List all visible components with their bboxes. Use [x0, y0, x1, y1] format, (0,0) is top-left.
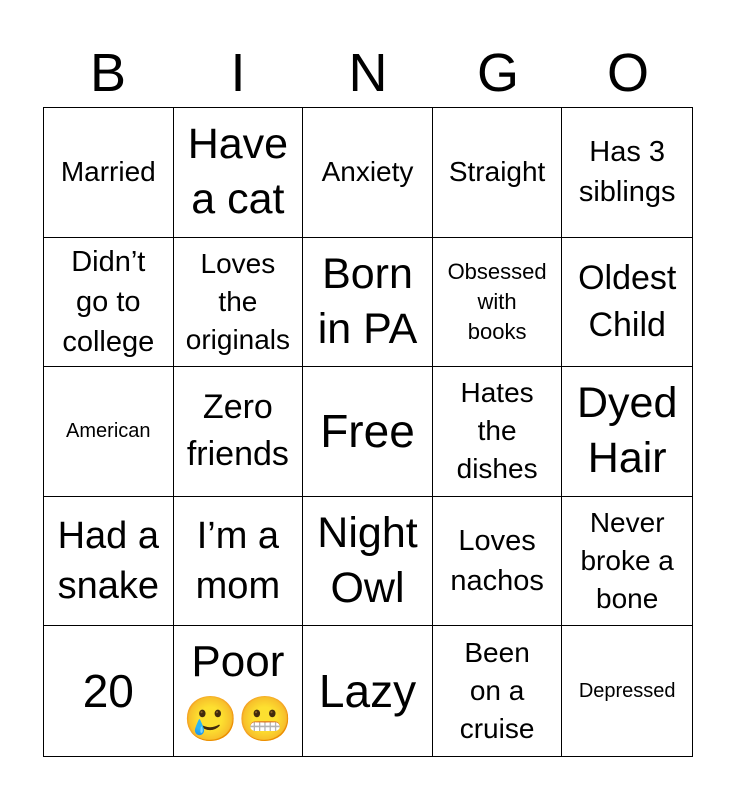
- bingo-cell[interactable]: [303, 626, 433, 756]
- bingo-cell[interactable]: [303, 238, 433, 368]
- bingo-cell[interactable]: [174, 108, 304, 238]
- bingo-cell[interactable]: [562, 108, 692, 238]
- cell-label: Straight: [448, 156, 546, 188]
- bingo-cell[interactable]: [433, 108, 563, 238]
- cell-label: Depressed: [578, 680, 676, 703]
- bingo-cell[interactable]: [44, 626, 174, 756]
- cell-label: Loves the originals: [185, 247, 291, 355]
- header-letter-i: I: [230, 43, 246, 103]
- cell-label: Has 3 siblings: [578, 136, 676, 209]
- cell-label: Have a cat: [187, 120, 289, 224]
- header-letter-b: B: [89, 43, 127, 103]
- cell-label: Born in PA: [317, 249, 418, 353]
- bingo-cell[interactable]: [174, 238, 304, 368]
- cell-label: Loves nachos: [450, 525, 544, 598]
- cell-label: Hates the dishes: [456, 377, 538, 485]
- bingo-cell[interactable]: [562, 497, 692, 627]
- cell-label: Obsessed with books: [447, 258, 547, 344]
- bingo-cell[interactable]: [303, 497, 433, 627]
- header-letter-g: G: [476, 43, 519, 103]
- bingo-cell[interactable]: [433, 626, 563, 756]
- bingo-cell[interactable]: [44, 238, 174, 368]
- free-space-cell[interactable]: [303, 367, 433, 497]
- cell-label: American: [66, 420, 151, 443]
- cell-label: Oldest Child: [578, 258, 677, 344]
- cell-label: Lazy: [318, 665, 417, 718]
- free-space-label: Free: [320, 405, 415, 458]
- cell-label: Married: [60, 156, 156, 188]
- bingo-cell[interactable]: [562, 367, 692, 497]
- bingo-header: [43, 40, 693, 106]
- cell-label: Zero friends: [186, 388, 289, 474]
- bingo-cell[interactable]: [303, 108, 433, 238]
- cell-label: 20: [82, 665, 134, 718]
- bingo-cell[interactable]: [44, 367, 174, 497]
- cell-label: Been on a cruise: [459, 637, 535, 745]
- bingo-cell[interactable]: [44, 108, 174, 238]
- header-letter-n: N: [348, 43, 388, 103]
- cell-label: I’m a mom: [195, 515, 281, 608]
- bingo-cell[interactable]: [433, 238, 563, 368]
- bingo-cell[interactable]: [44, 497, 174, 627]
- bingo-cell[interactable]: [174, 367, 304, 497]
- bingo-board: [43, 107, 693, 757]
- cell-label: Dyed Hair: [577, 379, 678, 483]
- header-letter-o: O: [606, 43, 649, 103]
- bingo-cell[interactable]: [562, 238, 692, 368]
- bingo-cell[interactable]: [433, 367, 563, 497]
- cell-label: Night Owl: [317, 509, 418, 613]
- bingo-cell[interactable]: [174, 497, 304, 627]
- cell-label: Had a snake: [57, 515, 159, 608]
- bingo-cell[interactable]: [433, 497, 563, 627]
- bingo-cell[interactable]: [562, 626, 692, 756]
- cell-label: Anxiety: [321, 156, 414, 188]
- cell-label: Didn’t go to college: [62, 245, 155, 358]
- cell-label: Never broke a bone: [580, 507, 674, 615]
- bingo-cell[interactable]: [174, 626, 304, 756]
- cell-label: Poor 🥲😬: [183, 637, 293, 745]
